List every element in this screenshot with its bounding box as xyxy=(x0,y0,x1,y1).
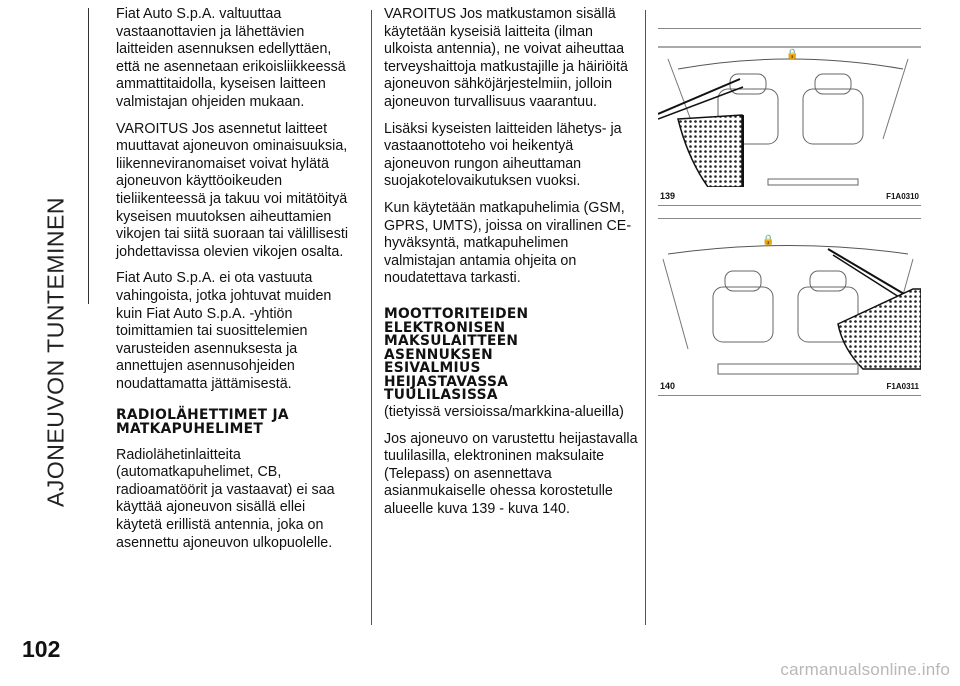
windshield-illustration xyxy=(658,218,921,377)
text-column-2 xyxy=(384,6,640,528)
page-number: 102 xyxy=(22,636,61,662)
paragraph: VAROITUS Jos asennetut laitteet muuttavat ajoneuvon ominaisuuksia, liikenneviranomaiset voivat hylätä ajoneuvon käyttöoikeuden tieliikenteessä ja takuu voi mitätöityä kyseisen muutoksen aiheuttamien vikojen tai siitä suoraan tai välillisesti johdettavissa olevien vikojen osalta. xyxy=(116,120,349,260)
figure-140 xyxy=(658,218,921,396)
paragraph: Fiat Auto S.p.A. ei ota vastuuta vahingoista, jotka johtuvat muiden kuin Fiat Auto S.p.A. -yhtiön toimittamien tai suosittelemien varusteiden asennuksesta ja annettujen asennusohjeiden noudattamatta jättämisestä. xyxy=(116,270,332,392)
watermark: carmanualsonline.info xyxy=(780,660,950,679)
subheading: (tietyissä versioissa/markkina-alueilla) xyxy=(384,404,624,421)
figure-139 xyxy=(658,28,921,206)
paragraph: Fiat Auto S.p.A. valtuuttaa vastaanottavien ja lähettävien laitteiden asennuksen edellyttäen, että ne asennetaan erikoisliikkeessä ammattitaidolla, kyseisen laitteen valmistajan ohjeiden mukaan. xyxy=(116,6,346,110)
svg-text:🔒: 🔒 xyxy=(762,235,775,246)
section-title: AJONEUVON TUNTEMINEN xyxy=(42,197,69,507)
section-heading: RADIOLÄHETTIMET JA MATKAPUHELIMET xyxy=(116,407,289,438)
figure-code: F1A0311 xyxy=(886,382,919,391)
figure-code: F1A0310 xyxy=(886,192,919,201)
windshield-illustration xyxy=(658,28,921,187)
paragraph: Jos ajoneuvo on varustettu heijastavalla tuulilasilla, elektroninen maksulaite (Telepass) on asennettava asianmukaiselle ohessa korostetulle alueelle kuva 139 - kuva 140. xyxy=(384,430,638,518)
figure-number: 140 xyxy=(660,381,676,391)
paragraph: Radiolähetinlaitteita (automatkapuhelimet, CB, radioamatöörit ja vastaavat) ei saa käyttää ajoneuvon sisällä ellei käytetä erillistä antennia, joka on asennettu ajoneuvon ulkopuolelle. xyxy=(116,446,335,551)
paragraph: Kun käytetään matkapuhelimia (GSM, GPRS, UMTS), joissa on virallinen CE-hyväksyntä, matkapuhelimen valmistajan antamia ohjeita on noudatettava tarkasti. xyxy=(384,199,632,287)
section-heading: MOOTTORITEIDEN ELEKTRONISEN MAKSULAITTEEN ASENNUKSEN ESIVALMIUS HEIJASTAVASSA TUULILASISSA xyxy=(384,305,529,404)
paragraph: VAROITUS Jos matkustamon sisällä käytetään kyseisiä laitteita (ilman ulkoista antennia), ne voivat aiheuttaa terveyshaittoja matkustajille ja häiriöitä ajoneuvon sähköjärjestelmiin, jolloin ajoneuvon turvallisuus vaarantuu. xyxy=(384,6,628,110)
svg-text:🔒: 🔒 xyxy=(786,49,799,60)
section-rule xyxy=(88,8,89,304)
text-column-1 xyxy=(116,6,352,561)
column-divider xyxy=(645,10,646,625)
paragraph: Lisäksi kyseisten laitteiden lähetys- ja vastaanottoteho voi heikentyä ajoneuvon rungon aiheuttaman suojakotelovaikutuksen vuoksi. xyxy=(384,120,622,190)
figure-number: 139 xyxy=(660,191,676,201)
column-divider xyxy=(371,10,372,625)
